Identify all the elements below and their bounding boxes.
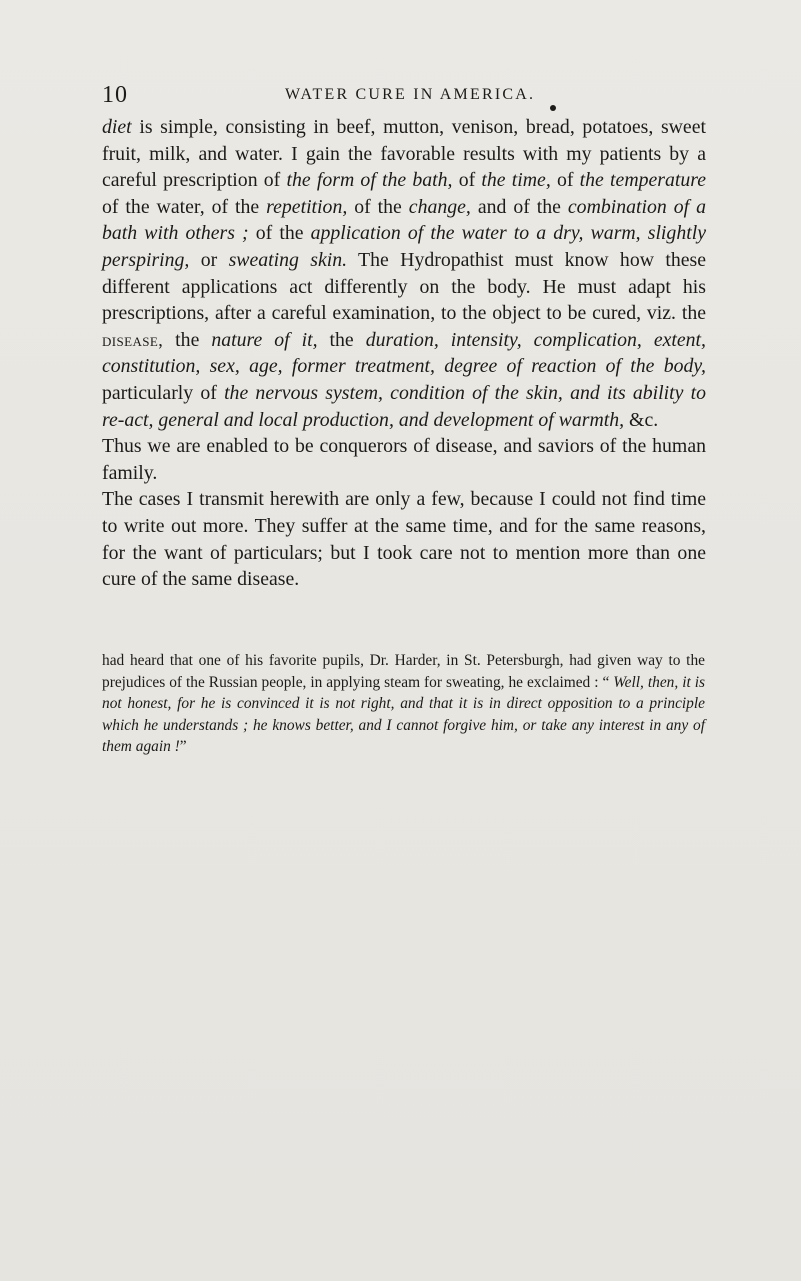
text-span: nature of it,	[211, 328, 318, 351]
footnote	[102, 650, 705, 758]
text-span: disease,	[102, 329, 164, 350]
text-span: duration, intensity, complication, extent, constitution, sex, age, former treatment, degree of reaction of the body,	[102, 328, 706, 378]
text-span: combination of a bath with others ;	[102, 195, 706, 245]
text-span: or	[189, 248, 229, 271]
text-span: the	[163, 328, 212, 351]
text-span: change,	[408, 195, 471, 218]
text-span: the time,	[481, 169, 551, 192]
text-span: ”	[179, 738, 187, 756]
page-number: 10	[102, 82, 128, 108]
text-span: the temperature	[579, 169, 706, 192]
paragraph-3: The cases I transmit herewith are only a few, because I could not find time to write out more. They suffer at the same time, and for the same reasons, for the want of particulars; but I took care not to mention more than one cure of the same disease.	[102, 488, 706, 591]
text-span: and of the	[470, 195, 568, 218]
text-span: particularly of	[102, 381, 225, 404]
footnote-paragraph	[102, 650, 705, 758]
text-span: diet	[102, 116, 132, 138]
text-span: the nervous system, condition of the skin, and its ability to re-act, general and local production, and development of warmth,	[102, 381, 706, 431]
text-span: the	[317, 328, 366, 351]
text-span: of the	[347, 195, 409, 218]
text-span: repetition,	[266, 195, 348, 218]
text-span: of the	[248, 222, 311, 245]
text-span: had heard that one of his favorite pupils, Dr. Harder, in St. Petersburgh, had given way to the prejudices of the Russian people, in applying steam for sweating, he exclaimed : “	[102, 652, 705, 691]
paragraph-1	[102, 114, 706, 433]
paragraph-2: Thus we are enabled to be conquerors of disease, and saviors of the human family.	[102, 435, 706, 484]
text-span: sweating skin.	[228, 248, 348, 271]
text-span: of the water, of the	[102, 195, 267, 218]
running-head: WATER CURE IN AMERICA.	[285, 86, 536, 103]
text-span: is simple, consisting in beef, mutton, venison, bread, potatoes, sweet fruit, milk, and water. I gain the favorable results with my patients by a careful prescription of	[102, 116, 706, 192]
text-span: The Hydropathist must know how these different applications act differently on the body. He must adapt his prescriptions, after a careful examination, to the object to be cured, viz. the	[102, 248, 706, 325]
text-span: of	[550, 169, 580, 192]
text-span: of	[452, 169, 482, 192]
text-span: application of the water to a dry, warm, slightly perspiring,	[102, 222, 706, 271]
text-span: Well, then, it is not honest, for he is convinced it is not right, and that it is in direct opposition to a principle which he understands ; he knows better, and I cannot forgive him, or take any interest in any of them again !	[102, 673, 705, 756]
ink-dot	[550, 105, 556, 111]
text-span: the form of the bath,	[286, 169, 453, 192]
main-text	[102, 114, 706, 593]
page-header	[102, 84, 702, 112]
text-span: &c.	[624, 408, 659, 431]
